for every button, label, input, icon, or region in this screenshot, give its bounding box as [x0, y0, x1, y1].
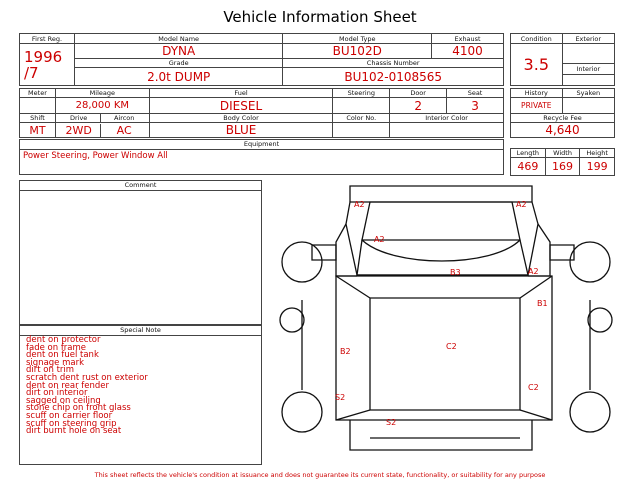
- color-no-label: Color No.: [333, 114, 390, 123]
- cab-hood: [357, 240, 528, 275]
- steering-value: [333, 98, 390, 114]
- dimensions-info: [510, 148, 615, 176]
- equipment-box: [19, 139, 504, 175]
- equipment-value: Power Steering, Power Window All: [23, 151, 168, 161]
- special-note-item: dirt on interior: [26, 388, 88, 399]
- syaken-label: Syaken: [562, 89, 614, 98]
- meter-value: [20, 98, 56, 114]
- first-reg-value: 1996 /7: [20, 44, 75, 86]
- comment-label: Comment: [20, 181, 261, 191]
- interior-label: Interior: [562, 64, 614, 75]
- special-note-box: [19, 325, 262, 465]
- exhaust-label: Exhaust: [432, 34, 504, 44]
- damage-mark-c2: C2: [446, 342, 457, 351]
- comment-box: [19, 180, 262, 325]
- model-name-label: Model Name: [74, 34, 282, 44]
- length-label: Length: [511, 149, 546, 158]
- interior-color-value: [390, 123, 504, 138]
- seat-value: 3: [447, 98, 504, 114]
- vehicle-spec-info: [19, 88, 504, 138]
- special-note-item: scratch dent rust on exterior: [26, 372, 148, 383]
- fuel-label: Fuel: [149, 89, 333, 98]
- history-value: PRIVATE: [511, 98, 563, 114]
- wheel-rear-right: [570, 392, 610, 432]
- exterior-value: [562, 44, 614, 64]
- vehicle-damage-diagram: [262, 180, 622, 468]
- special-note-item: scuff on steering grip: [26, 418, 117, 429]
- damage-mark-c2: C2: [528, 383, 539, 392]
- width-value: 169: [545, 158, 580, 176]
- shift-label: Shift: [20, 114, 56, 123]
- drive-aircon-values: [55, 123, 149, 138]
- wheel-mid-left: [280, 308, 304, 332]
- front-panel: [350, 186, 532, 202]
- special-note-item: dirt burnt hole on seat: [26, 426, 122, 437]
- special-note-item: dirt on trim: [26, 365, 75, 376]
- drive-aircon-labels: [55, 114, 149, 123]
- steering-label: Steering: [333, 89, 390, 98]
- windshield: [362, 202, 520, 240]
- carrier-top-edge: [336, 276, 552, 298]
- special-note-item: dent on fuel tank: [26, 350, 99, 361]
- disclaimer: This sheet reflects the vehicle's condition at issuance and does not guarantee its current state, functionality, or suitability for any purpose: [94, 471, 546, 479]
- special-note-list: [20, 336, 261, 436]
- meter-label: Meter: [20, 89, 56, 98]
- drive-value: 2WD: [65, 123, 92, 137]
- model-name-value: DYNA: [74, 44, 282, 59]
- special-note-item: sagged on ceiling: [26, 395, 101, 406]
- exhaust-value: 4100: [432, 44, 504, 59]
- damage-mark-a2: A2: [516, 200, 527, 209]
- damage-mark-b2: B2: [340, 347, 351, 356]
- damage-mark-s2: S2: [386, 418, 397, 427]
- exterior-label: Exterior: [562, 34, 614, 44]
- wheel-rear-left: [282, 392, 322, 432]
- history-info: [510, 88, 615, 138]
- door-label: Door: [390, 89, 447, 98]
- body-color-label: Body Color: [149, 114, 333, 123]
- aircon-label: Aircon: [100, 114, 147, 122]
- chassis-number-value: BU102-0108565: [283, 68, 504, 86]
- door-value: 2: [390, 98, 447, 114]
- damage-mark-b1: B1: [537, 299, 548, 308]
- special-note-item: stone chip on front glass: [26, 403, 131, 414]
- interior-color-label: Interior Color: [390, 114, 504, 123]
- vehicle-basic-info: [19, 33, 504, 86]
- recycle-fee-label: Recycle Fee: [511, 114, 615, 123]
- wheel-front-right: [570, 242, 610, 282]
- carrier-bottom-edge: [336, 410, 552, 420]
- damage-mark-a2: A2: [374, 235, 385, 244]
- height-label: Height: [580, 149, 615, 158]
- mileage-value: 28,000 KM: [55, 98, 149, 114]
- first-reg-label: First Reg.: [20, 34, 75, 44]
- special-note-label: Special Note: [20, 326, 261, 336]
- syaken-value: [562, 98, 614, 114]
- damage-mark-s2: S2: [335, 393, 346, 402]
- body-color-value: BLUE: [149, 123, 333, 138]
- mileage-label: Mileage: [55, 89, 149, 98]
- damage-mark-b3: B3: [450, 268, 461, 277]
- damage-mark-a2: A2: [354, 200, 365, 209]
- height-value: 199: [580, 158, 615, 176]
- wheel-mid-right: [588, 308, 612, 332]
- grade-value: 2.0t DUMP: [74, 68, 282, 86]
- shift-value: MT: [20, 123, 56, 138]
- special-note-item: dent on protector: [26, 335, 101, 345]
- model-type-value: BU102D: [283, 44, 432, 59]
- recycle-fee-value: 4,640: [511, 123, 615, 138]
- special-note-item: signage mark: [26, 357, 85, 368]
- history-label: History: [511, 89, 563, 98]
- damage-mark-a2: A2: [528, 267, 539, 276]
- seat-label: Seat: [447, 89, 504, 98]
- condition-value: 3.5: [511, 44, 563, 86]
- chassis-number-label: Chassis Number: [283, 59, 504, 68]
- grade-label: Grade: [74, 59, 282, 68]
- interior-value: [562, 75, 614, 86]
- aircon-value: AC: [100, 124, 147, 137]
- special-note-item: dent on rear fender: [26, 380, 110, 391]
- wheel-front-left: [282, 242, 322, 282]
- length-value: 469: [511, 158, 546, 176]
- drive-label: Drive: [69, 114, 88, 122]
- sheet-title: Vehicle Information Sheet: [223, 8, 417, 26]
- special-note-item: fade on frame: [26, 342, 87, 353]
- color-no-value: [333, 123, 390, 138]
- special-note-item: scuff on carrier floor: [26, 410, 113, 421]
- tailgate: [350, 420, 532, 450]
- condition-label: Condition: [511, 34, 563, 44]
- condition-info: [510, 33, 615, 86]
- equipment-label: Equipment: [20, 140, 503, 150]
- carrier-floor: [370, 298, 520, 410]
- fuel-value: DIESEL: [149, 98, 333, 114]
- model-type-label: Model Type: [283, 34, 432, 44]
- cab-left-side: [336, 224, 357, 276]
- width-label: Width: [545, 149, 580, 158]
